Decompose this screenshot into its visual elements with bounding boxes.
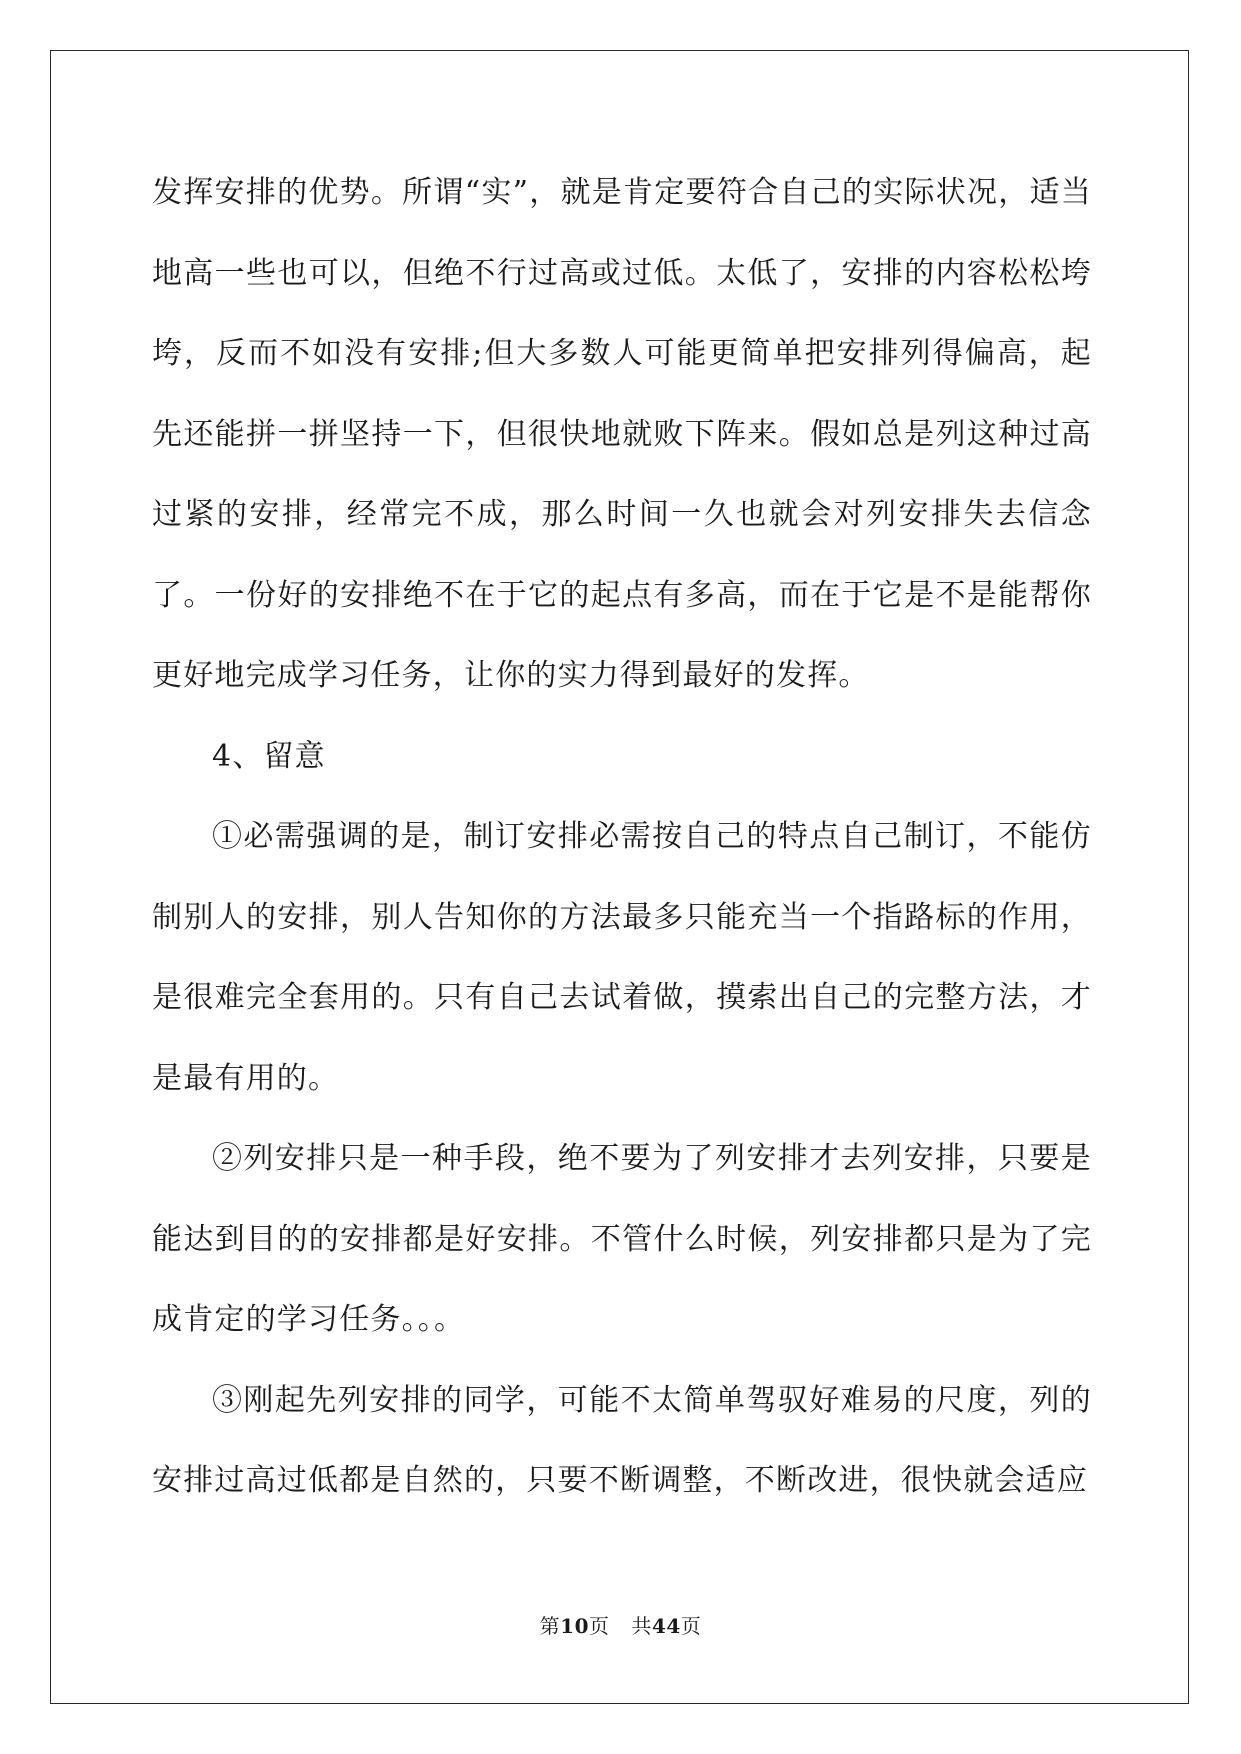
current-page-number: 10 bbox=[560, 1614, 589, 1638]
document-body bbox=[152, 153, 1092, 1522]
page-footer bbox=[0, 1610, 1241, 1639]
note-item-2: ②列安排只是一种手段，绝不要为了列安排才去列安排，只要是能达到目的的安排都是好安排。不管什么时候，列安排都只是为了完成肯定的学习任务。。。 bbox=[152, 1141, 1092, 1337]
page-prefix: 第 bbox=[539, 1614, 561, 1638]
note-item-3: ③刚起先列安排的同学，可能不太简单驾驭好难易的尺度，列的安排过高过低都是自然的，只要不断调整，不断改进，很快就会适应 bbox=[152, 1382, 1092, 1498]
total-prefix: 共 bbox=[631, 1614, 652, 1638]
total-page-count: 44 bbox=[652, 1614, 681, 1638]
section-heading: 4、留意 bbox=[212, 738, 326, 774]
note-item-1: ①必需强调的是，制订安排必需按自己的特点自己制订，不能仿制别人的安排，别人告知你的方法最多只能充当一个指路标的作用，是很难完全套用的。只有自己去试着做，摸索出自己的完整方法，才是最有用的。 bbox=[152, 819, 1092, 1096]
page-unit: 页 bbox=[589, 1614, 610, 1638]
total-unit: 页 bbox=[680, 1614, 702, 1638]
paragraph-continuation: 发挥安排的优势。所谓“实”，就是肯定要符合自己的实际状况，适当地高一些也可以，但绝不行过高或过低。太低了，安排的内容松松垮垮，反而不如没有安排;但大多数人可能更简单把安排列得偏高，起先还能拼一拼坚持一下，但很快地就败下阵来。假如总是列这种过高过紧的安排，经常完不成，那么时间一久也就会对列安排失去信念了。一份好的安排绝不在于它的起点有多高，而在于它是不是能帮你更好地完成学习任务，让你的实力得到最好的发挥。 bbox=[152, 175, 1092, 693]
